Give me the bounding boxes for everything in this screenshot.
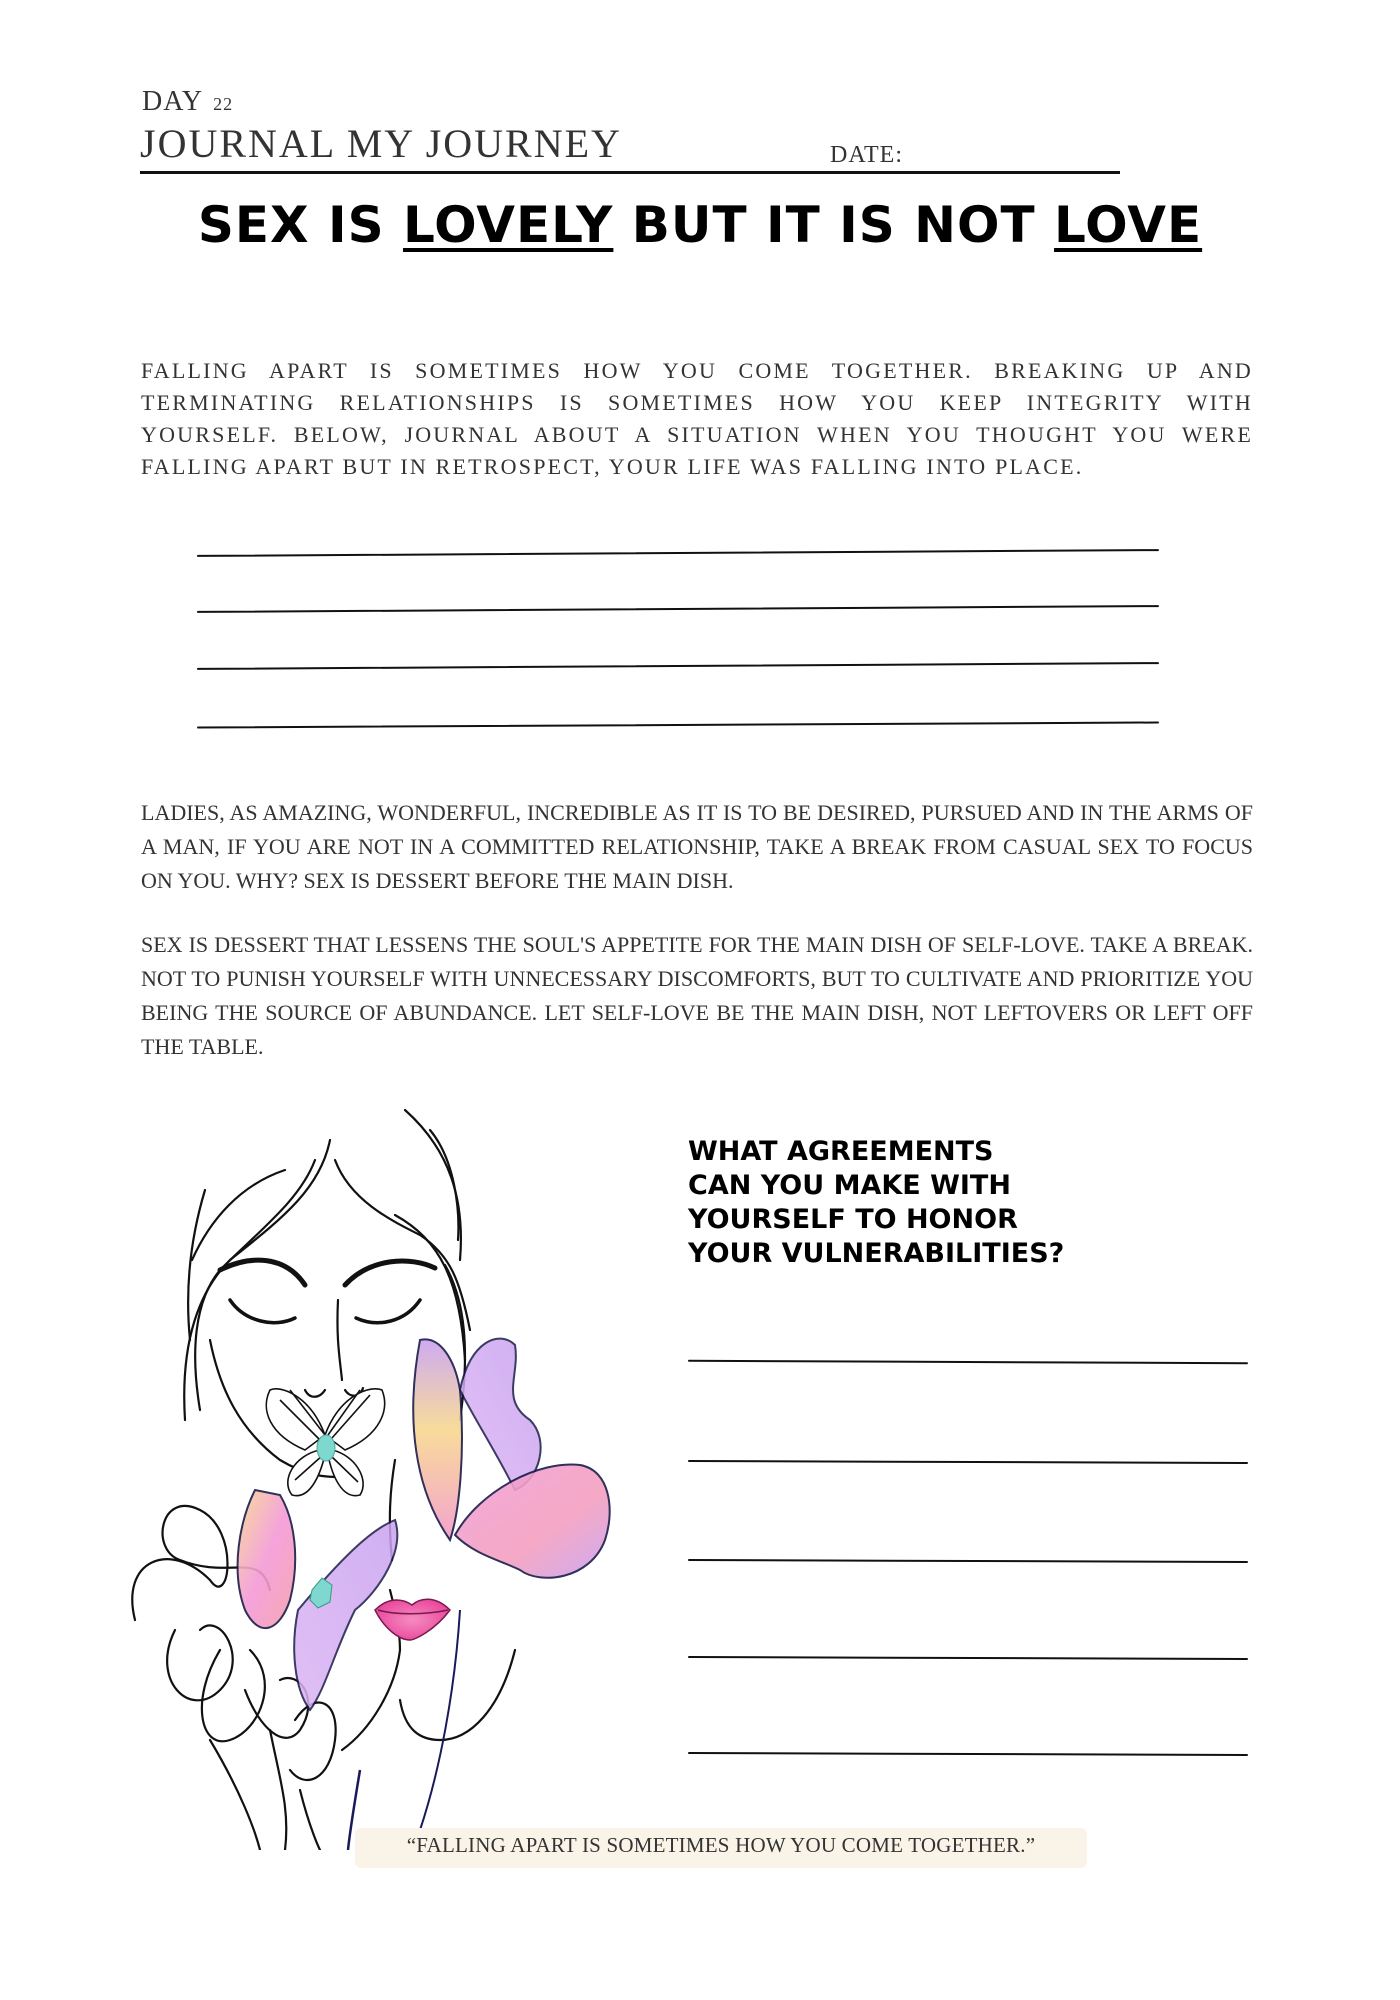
question-line-3: YOURSELF TO HONOR	[688, 1204, 1018, 1235]
day-number: 22	[213, 94, 234, 114]
date-write-line[interactable]	[140, 171, 1120, 174]
day-label	[142, 86, 233, 118]
page-headline	[0, 196, 1400, 254]
woman-face-icon	[120, 1090, 680, 1850]
headline-love: LOVE	[1054, 196, 1203, 254]
question-line-4: YOUR VULNERABILITIES?	[688, 1238, 1065, 1269]
headline-part-2: BUT IT IS NOT	[613, 196, 1055, 254]
body-paragraph-1: LADIES, AS AMAZING, WONDERFUL, INCREDIBLE AS IT IS TO BE DESIRED, PURSUED AND IN THE ARMS OF A MAN, IF YOU ARE NOT IN A COMMITTED RELATIONSHIP, TAKE A BREAK FROM CASUAL SEX TO FOCUS ON YOU. WHY? SEX IS DESSERT BEFORE THE MAIN DISH.	[141, 800, 1253, 893]
day-text: DAY	[142, 86, 204, 117]
answer-line-1[interactable]	[688, 1360, 1248, 1364]
quote-text: “FALLING APART IS SOMETIMES HOW YOU COME TOGETHER.”	[406, 1833, 1036, 1857]
headline-lovely: LOVELY	[403, 196, 614, 254]
agreements-question	[688, 1135, 1108, 1271]
answer-line-2[interactable]	[688, 1460, 1248, 1464]
journal-line-4[interactable]	[197, 721, 1159, 728]
answer-line-4[interactable]	[688, 1656, 1248, 1660]
face-butterfly-illustration	[120, 1090, 680, 1850]
journal-line-3[interactable]	[197, 662, 1159, 670]
date-label: DATE:	[830, 142, 903, 168]
headline-part-1: SEX IS	[197, 196, 404, 254]
journal-line-1[interactable]	[197, 549, 1159, 557]
journal-line-2[interactable]	[197, 605, 1159, 613]
lips	[375, 1599, 450, 1640]
journal-title: JOURNAL MY JOURNEY	[140, 121, 622, 166]
body-paragraph-2: SEX IS DESSERT THAT LESSENS THE SOUL'S APPETITE FOR THE MAIN DISH OF SELF-LOVE. TAKE A BREAK. NOT TO PUNISH YOURSELF WITH UNNECESSARY DISCOMFORTS, BUT TO CULTIVATE AND PRIORITIZE YOU BEING THE SOURCE OF ABUNDANCE. LET SELF-LOVE BE THE MAIN DISH, NOT LEFTOVERS OR LEFT OFF THE TABLE.	[141, 932, 1253, 1059]
question-line-2: CAN YOU MAKE WITH	[688, 1170, 1011, 1201]
question-line-1: WHAT AGREEMENTS	[688, 1136, 994, 1167]
answer-line-3[interactable]	[688, 1559, 1248, 1563]
answer-line-5[interactable]	[688, 1752, 1248, 1756]
intro-prompt: FALLING APART IS SOMETIMES HOW YOU COME TOGETHER. BREAKING UP AND TERMINATING RELATIONSHIPS IS SOMETIMES HOW YOU KEEP INTEGRITY WITH YOURSELF. BELOW, JOURNAL ABOUT A SITUATION WHEN YOU THOUGHT YOU WERE FALLING APART BUT IN RETROSPECT, YOUR LIFE WAS FALLING INTO PLACE.	[141, 358, 1253, 479]
